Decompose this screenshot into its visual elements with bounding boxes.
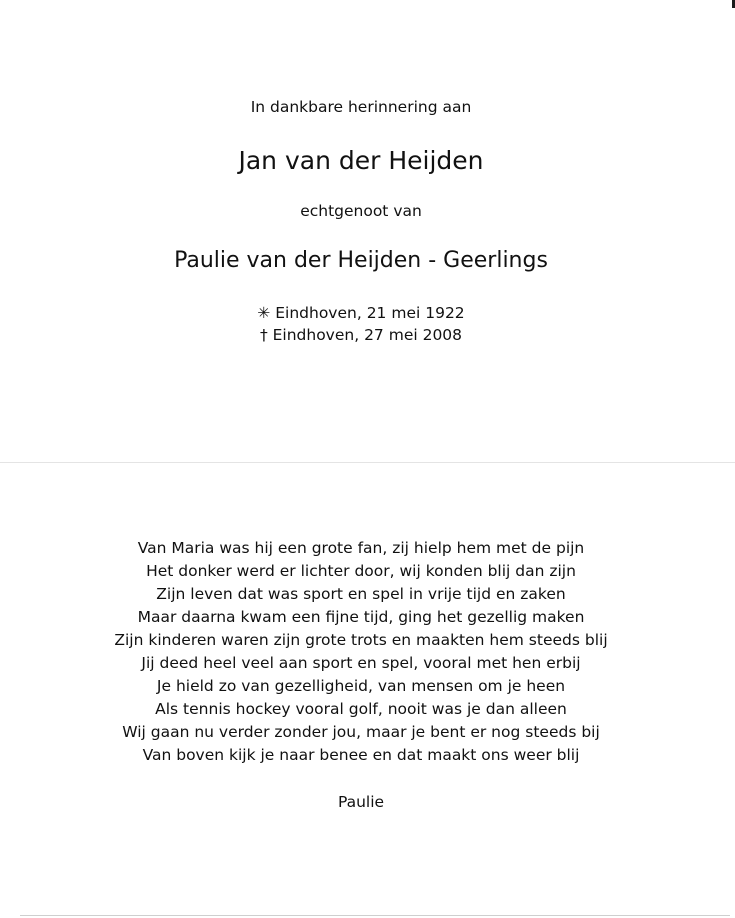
poem-line: Jij deed heel veel aan sport en spel, vooral met hen erbij bbox=[141, 654, 581, 672]
poem-line: Maar daarna kwam een fijne tijd, ging het gezellig maken bbox=[137, 608, 585, 626]
signature: Paulie bbox=[337, 793, 385, 811]
fold-line bbox=[0, 462, 735, 463]
poem-line: Je hield zo van gezelligheid, van mensen om je heen bbox=[156, 677, 566, 695]
spouse-intro-text: echtgenoot van bbox=[300, 202, 422, 220]
poem-line: Zijn leven dat was sport en spel in vrije tijd en zaken bbox=[156, 585, 566, 603]
poem-line: Wij gaan nu verder zonder jou, maar je bent er nog steeds bij bbox=[122, 723, 600, 741]
scan-edge-bottom bbox=[20, 915, 730, 916]
birth-date: ✳ Eindhoven, 21 mei 1922 bbox=[257, 304, 465, 322]
deceased-name: Jan van der Heijden bbox=[238, 146, 484, 175]
life-dates bbox=[0, 302, 722, 346]
poem bbox=[0, 537, 722, 767]
poem-line: Het donker werd er lichter door, wij konden blij dan zijn bbox=[146, 562, 576, 580]
poem-line: Van Maria was hij een grote fan, zij hielp hem met de pijn bbox=[137, 539, 585, 557]
spouse-name: Paulie van der Heijden - Geerlings bbox=[174, 248, 548, 273]
death-date: † Eindhoven, 27 mei 2008 bbox=[259, 326, 463, 344]
intro-text: In dankbare herinnering aan bbox=[250, 98, 472, 116]
poem-line: Zijn kinderen waren zijn grote trots en maakten hem steeds blij bbox=[114, 631, 608, 649]
poem-line: Van boven kijk je naar benee en dat maakt ons weer blij bbox=[142, 746, 580, 764]
poem-line: Als tennis hockey vooral golf, nooit was je dan alleen bbox=[155, 700, 567, 718]
